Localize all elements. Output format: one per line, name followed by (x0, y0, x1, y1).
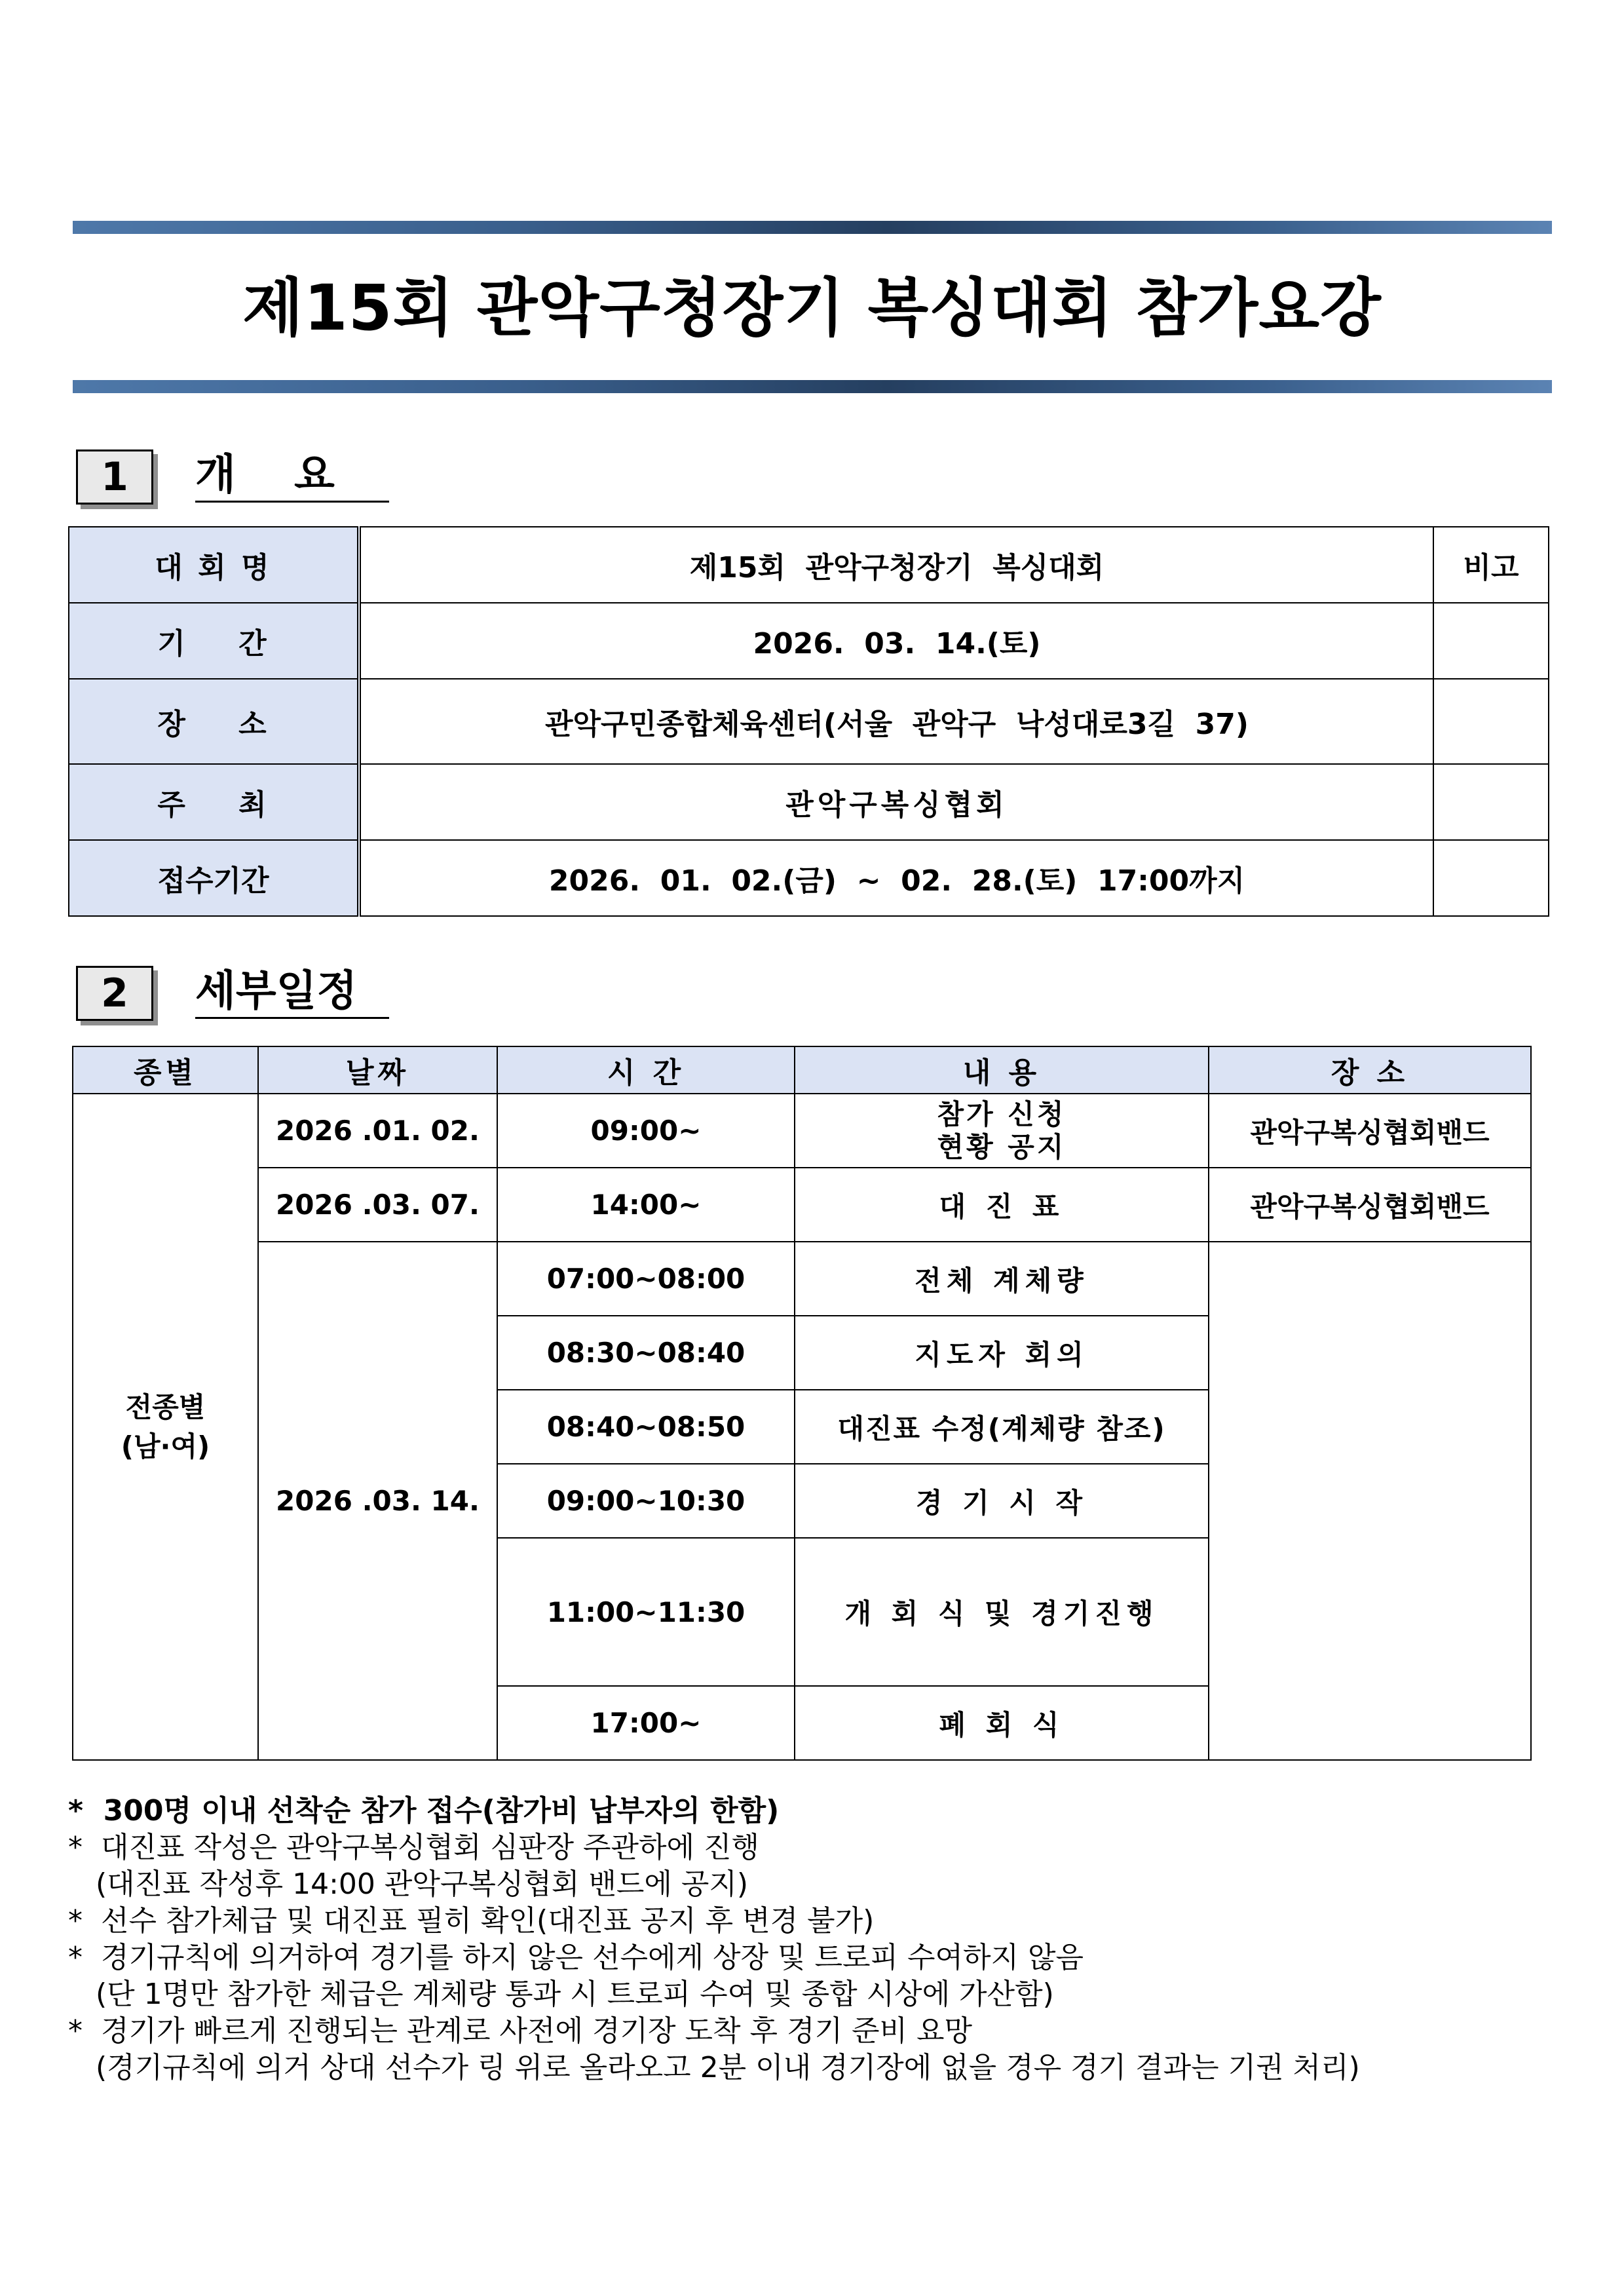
time-cell: 09:00~ (497, 1094, 795, 1168)
note-line: * 선수 참가체급 및 대진표 필히 확인(대진표 공지 후 변경 불가) (68, 1904, 875, 1938)
note-line: (단 1명만 참가한 체급은 계체량 통과 시 트로피 수여 및 종합 시상에 가산함) (68, 1978, 1054, 2011)
overview-value: 제15회 관악구청장기 복싱대회 (359, 527, 1433, 603)
time-cell: 08:30~08:40 (497, 1316, 795, 1390)
note-line: * 경기가 빠르게 진행되는 관계로 사전에 경기장 도착 후 경기 준비 요망 (68, 2014, 972, 2048)
column-header: 시 간 (497, 1046, 795, 1094)
note-line: * 경기규칙에 의거하여 경기를 하지 않은 선수에게 상장 및 트로피 수여하지 않음 (68, 1941, 1084, 1974)
content-cell: 참가 신청 현황 공지 (795, 1094, 1209, 1168)
overview-label: 대 회 명 (69, 527, 359, 603)
bottom-divider-bar (73, 380, 1552, 393)
overview-label: 접수기간 (69, 840, 359, 916)
time-cell: 07:00~08:00 (497, 1242, 795, 1316)
content-cell: 지도자 회의 (795, 1316, 1209, 1390)
content-cell: 개 회 식 및 경기진행 (795, 1538, 1209, 1686)
time-cell: 17:00~ (497, 1686, 795, 1760)
table-row (73, 1094, 1531, 1168)
overview-note (1433, 679, 1549, 764)
section-2-title: 세부일정 (195, 966, 389, 1019)
note-line: * 대진표 작성은 관악구복싱협회 심판장 주관하에 진행 (68, 1831, 759, 1864)
table-row (69, 840, 1549, 916)
overview-label: 기 간 (69, 603, 359, 679)
content-cell: 경 기 시 작 (795, 1464, 1209, 1538)
column-header: 종별 (73, 1046, 258, 1094)
place-cell (1209, 1242, 1531, 1760)
overview-note (1433, 603, 1549, 679)
content-cell: 대진표 수정(계체량 참조) (795, 1390, 1209, 1464)
content-cell: 대 진 표 (795, 1168, 1209, 1242)
column-header: 날짜 (258, 1046, 497, 1094)
date-cell: 2026 .01. 02. (258, 1094, 497, 1168)
table-header-row (73, 1046, 1531, 1094)
table-row (69, 527, 1549, 603)
table-row (73, 1242, 1531, 1316)
overview-value: 2026. 01. 02.(금) ~ 02. 28.(토) 17:00까지 (359, 840, 1433, 916)
schedule-table (72, 1046, 1532, 1761)
table-row (69, 764, 1549, 840)
content-cell: 전체 계체량 (795, 1242, 1209, 1316)
document-title: 제15회 관악구청장기 복싱대회 참가요강 (242, 271, 1382, 345)
overview-note (1433, 764, 1549, 840)
section-1-title: 개 요 (195, 450, 389, 503)
date-cell: 2026 .03. 14. (258, 1242, 497, 1760)
note-line: * 300명 이내 선착순 참가 접수(참가비 납부자의 한함) (68, 1794, 780, 1827)
table-row (69, 679, 1549, 764)
overview-value: 관악구민종합체육센터(서울 관악구 낙성대로3길 37) (359, 679, 1433, 764)
table-row (69, 603, 1549, 679)
section-2-number: 2 (76, 966, 153, 1021)
overview-label: 장 소 (69, 679, 359, 764)
note-line: (경기규칙에 의거 상대 선수가 링 위로 올라오고 2분 이내 경기장에 없을 경우 경기 결과는 기권 처리) (68, 2051, 1360, 2084)
date-cell: 2026 .03. 07. (258, 1168, 497, 1242)
overview-note: 비고 (1433, 527, 1549, 603)
category-cell: 전종별 (남·여) (73, 1094, 258, 1760)
notes-list (68, 1793, 1575, 2086)
note-line: (대진표 작성후 14:00 관악구복싱협회 밴드에 공지) (68, 1867, 749, 1901)
time-cell: 08:40~08:50 (497, 1390, 795, 1464)
time-cell: 09:00~10:30 (497, 1464, 795, 1538)
table-row (73, 1168, 1531, 1242)
time-cell: 14:00~ (497, 1168, 795, 1242)
column-header: 내 용 (795, 1046, 1209, 1094)
column-header: 장 소 (1209, 1046, 1531, 1094)
place-cell: 관악구복싱협회밴드 (1209, 1168, 1531, 1242)
section-1-number: 1 (76, 450, 153, 505)
content-cell: 폐 회 식 (795, 1686, 1209, 1760)
overview-value: 관악구복싱협회 (359, 764, 1433, 840)
top-divider-bar (73, 221, 1552, 234)
overview-value: 2026. 03. 14.(토) (359, 603, 1433, 679)
place-cell: 관악구복싱협회밴드 (1209, 1094, 1531, 1168)
overview-table (68, 526, 1549, 917)
overview-label: 주 최 (69, 764, 359, 840)
time-cell: 11:00~11:30 (497, 1538, 795, 1686)
overview-note (1433, 840, 1549, 916)
